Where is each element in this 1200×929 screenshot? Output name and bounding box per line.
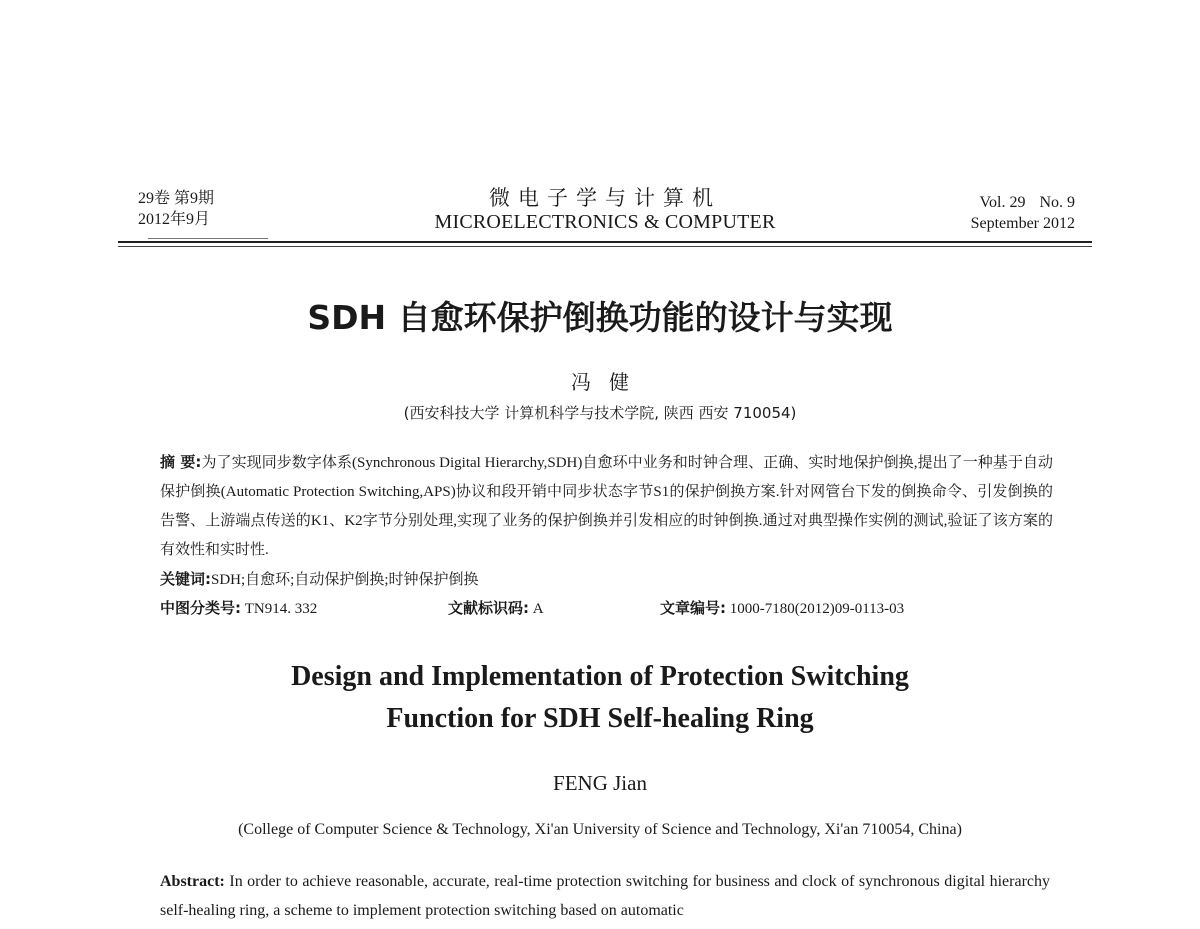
journal-name-cn: 微电子学与计算机	[489, 186, 721, 210]
affiliation-cn: (西安科技大学 计算机科学与技术学院, 陕西 西安 710054)	[403, 404, 797, 422]
paper-title-en	[0, 656, 1200, 740]
article-number-label: 文章编号:	[660, 599, 726, 617]
clc-label: 中图分类号:	[160, 599, 241, 617]
date-cn: 2012年9月	[138, 211, 211, 228]
paper-title-en-line2: Function for SDH Self-healing Ring	[386, 703, 814, 734]
journal-name-en: MICROELECTRONICS & COMPUTER	[434, 211, 776, 233]
doc-code-label: 文献标识码:	[448, 599, 529, 617]
affiliation-en: (College of Computer Science & Technology, Xi'an University of Science and Technology, Xi'an 710054, China)	[238, 821, 962, 838]
date-en: September 2012	[970, 215, 1075, 232]
doc-code-value: A	[532, 601, 544, 617]
abstract-en	[160, 867, 1050, 925]
issue-en: No. 9	[1039, 194, 1075, 211]
abstract-cn-label: 摘 要:	[160, 453, 202, 471]
abstract-en-text: In order to achieve reasonable, accurate, real-time protection switching for business and clock of synchronous digital hierarchy self-healing ring, a scheme to implement protection switching based on automatic	[160, 873, 1051, 919]
abstract-en-label: Abstract:	[160, 873, 225, 890]
header-divider-short	[148, 238, 268, 239]
journal-name	[380, 186, 830, 234]
keywords-cn-text: SDH;自愈环;自动保护倒换;时钟保护倒换	[211, 572, 479, 588]
header-divider-thick	[118, 241, 1092, 243]
header-divider-thin	[118, 246, 1092, 247]
author-en: FENG Jian	[553, 771, 647, 795]
keywords-cn-label: 关键词:	[160, 570, 211, 588]
article-number-field	[660, 597, 904, 620]
abstract-cn-text: 为了实现同步数字体系(Synchronous Digital Hierarchy,SDH)自愈环中业务和时钟合理、正确、实时地保护倒换,提出了一种基于自动保护倒换(Automatic Protection Switching,APS)协议和段开销中同步状态字节S1的保护倒换方案.针对网管台下发的倒换命令、引发倒换的告警、上游端点传送的K1、K2字节分别处理,实现了业务的保护倒换并引发相应的时钟倒换.通过对典型操作实例的测试,验证了该方案的有效性和实时性.	[160, 455, 1053, 558]
author-cn: 冯健	[571, 372, 647, 394]
journal-issue-en	[971, 192, 1075, 234]
volume-line	[971, 192, 1075, 213]
classification-row	[160, 597, 1053, 620]
volume-issue-cn: 29卷 第9期	[138, 190, 215, 207]
paper-title-cn: SDH 自愈环保护倒换功能的设计与实现	[307, 298, 893, 337]
abstract-cn	[160, 448, 1053, 595]
volume-en: Vol. 29	[979, 194, 1026, 211]
clc-field	[160, 601, 317, 617]
article-number-value: 1000-7180(2012)09-0113-03	[729, 601, 905, 617]
journal-issue-cn	[138, 188, 214, 230]
doc-code-field	[448, 597, 544, 620]
paper-title-en-line1: Design and Implementation of Protection Switching	[291, 661, 909, 692]
clc-value: TN914. 332	[244, 601, 318, 617]
